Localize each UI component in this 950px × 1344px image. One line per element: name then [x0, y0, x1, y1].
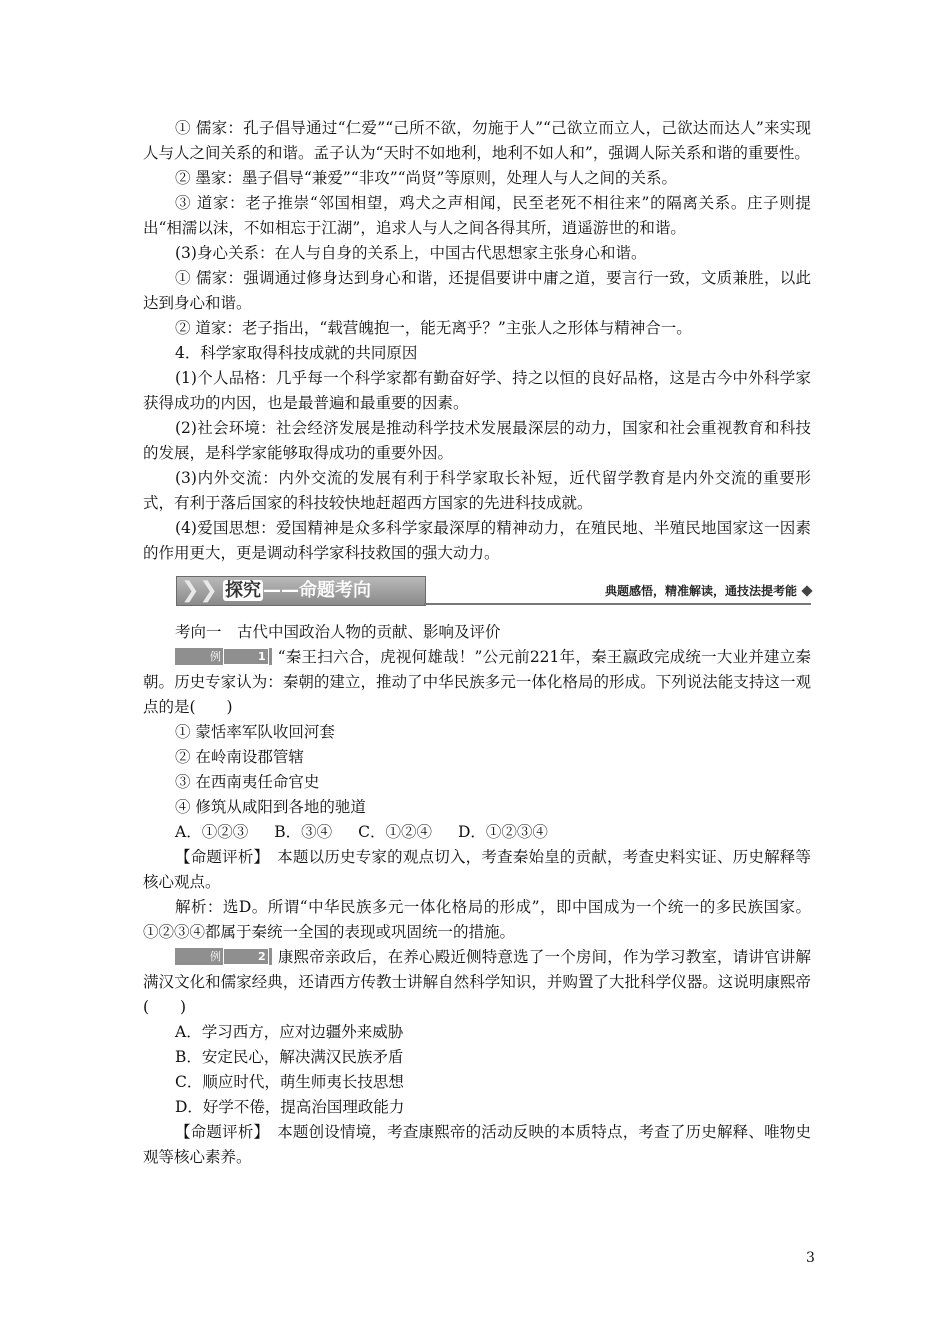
option-d: D．①②③④ — [457, 823, 548, 841]
diamond-icon — [801, 585, 812, 596]
banner-title-block — [176, 576, 426, 606]
banner-title: 探究 ——命题考向 — [225, 580, 371, 601]
option-b: B．③④ — [274, 823, 333, 841]
example-badge: 例 1 — [175, 648, 272, 665]
double-chevron-icon: ❯❯ — [181, 578, 218, 603]
example-1-analysis: 【命题评析】 本题以历史专家的观点切入，考查秦始皇的贡献，考查史料实证、历史解释等核心观点。 — [143, 848, 811, 891]
example-badge: 例 2 — [175, 948, 272, 965]
paragraph-daoist: ③ 道家：老子推崇“邻国相望，鸡犬之声相闻，民至老死不相往来”的隔离关系。庄子则提出“相濡以沫，不如相忘于江湖”，追求人与人之间各得其所，逍遥游世的和谐。 — [143, 194, 811, 237]
example-1-item: ② 在岭南设郡管辖 — [175, 748, 304, 766]
paragraph-exchange: (3)内外交流：内外交流的发展有利于科学家取长补短，近代留学教育是内外交流的重要形式，有利于落后国家的科技较快地赶超西方国家的先进科技成就。 — [143, 469, 811, 512]
content-column — [143, 116, 811, 1170]
paragraph-social-environment: (2)社会环境：社会经济发展是推动科学技术发展最深层的动力，国家和社会重视教育和科技的发展，是科学家能够取得成功的重要外因。 — [143, 419, 811, 462]
paragraph-confucian: ① 儒家：孔子倡导通过“仁爱”“己所不欲，勿施于人”“己欲立而立人，己欲达而达人”来实现人与人之间关系的和谐。孟子认为“天时不如地利，地利不如人和”，强调人际关系和谐的重要性。 — [143, 119, 811, 162]
paragraph-confucian-body-mind: ① 儒家：强调通过修身达到身心和谐，还提倡要讲中庸之道，要言行一致，文质兼胜，以此达到身心和谐。 — [143, 269, 811, 312]
option-c: C．①②④ — [358, 823, 432, 841]
example-2-analysis: 【命题评析】 本题创设情境，考查康熙帝的活动反映的本质特点，考查了历史解释、唯物史观等核心素养。 — [143, 1123, 811, 1166]
option-a: A．学习西方，应对边疆外来威胁 — [175, 1023, 404, 1041]
example-1-options — [143, 820, 811, 845]
option-c: C．顺应时代，萌生师夷长技思想 — [175, 1073, 404, 1091]
example-1-item: ③ 在西南夷任命官史 — [175, 773, 320, 791]
option-a: A．①②③ — [175, 823, 249, 841]
page-number: 3 — [806, 1250, 815, 1266]
banner-rule — [424, 603, 811, 605]
topic-heading: 考向一 古代中国政治人物的贡献、影响及评价 — [175, 623, 501, 641]
example-1-item: ④ 修筑从咸阳到各地的驰道 — [175, 798, 366, 816]
paragraph-mohist: ② 墨家：墨子倡导“兼爱”“非攻”“尚贤”等原则，处理人与人之间的关系。 — [175, 169, 677, 187]
example-2-stem: 例 2 康熙帝亲政后，在养心殿近侧特意选了一个房间，作为学习教室，请讲官讲解满汉文化和儒家经典，还请西方传教士讲解自然科学知识，并购置了大批科学仪器。这说明康熙帝( ) — [143, 948, 811, 1016]
paragraph-daoist-body-mind: ② 道家：老子指出，“载营魄抱一，能无离乎？”主张人之形体与精神合一。 — [175, 319, 692, 337]
example-1-answer: 解析：选D。所谓“中华民族多元一体化格局的形成”，即中国成为一个统一的多民族国家。①②③④都属于秦统一全国的表现或巩固统一的措施。 — [143, 898, 811, 941]
option-d: D．好学不倦，提高治国理政能力 — [175, 1098, 405, 1116]
section-banner — [176, 576, 811, 606]
example-1-stem: 例 1 “秦王扫六合，虎视何雄哉！”公元前221年，秦王嬴政完成统一大业并建立秦朝。历史专家认为：秦朝的建立，推动了中华民族多元一体化格局的形成。下列说法能支持这一观点的是( ) — [143, 648, 811, 716]
example-1-item: ① 蒙恬率军队收回河套 — [175, 723, 335, 741]
section-heading-scientists: 4．科学家取得科技成就的共同原因 — [175, 344, 418, 362]
paragraph-personal-character: (1)个人品格：几乎每一个科学家都有勤奋好学、持之以恒的良好品格，这是古今中外科学家获得成功的内因，也是最普遍和最重要的因素。 — [143, 369, 811, 412]
paragraph-body-mind: (3)身心关系：在人与自身的关系上，中国古代思想家主张身心和谐。 — [175, 244, 647, 262]
option-b: B．安定民心，解决满汉民族矛盾 — [175, 1048, 404, 1066]
paragraph-patriotism: (4)爱国思想：爱国精神是众多科学家最深厚的精神动力，在殖民地、半殖民地国家这一因素的作用更大，更是调动科学家科技救国的强大动力。 — [143, 519, 811, 562]
banner-subtitle: 典题感悟，精准解读，通技法提考能 — [604, 584, 797, 598]
